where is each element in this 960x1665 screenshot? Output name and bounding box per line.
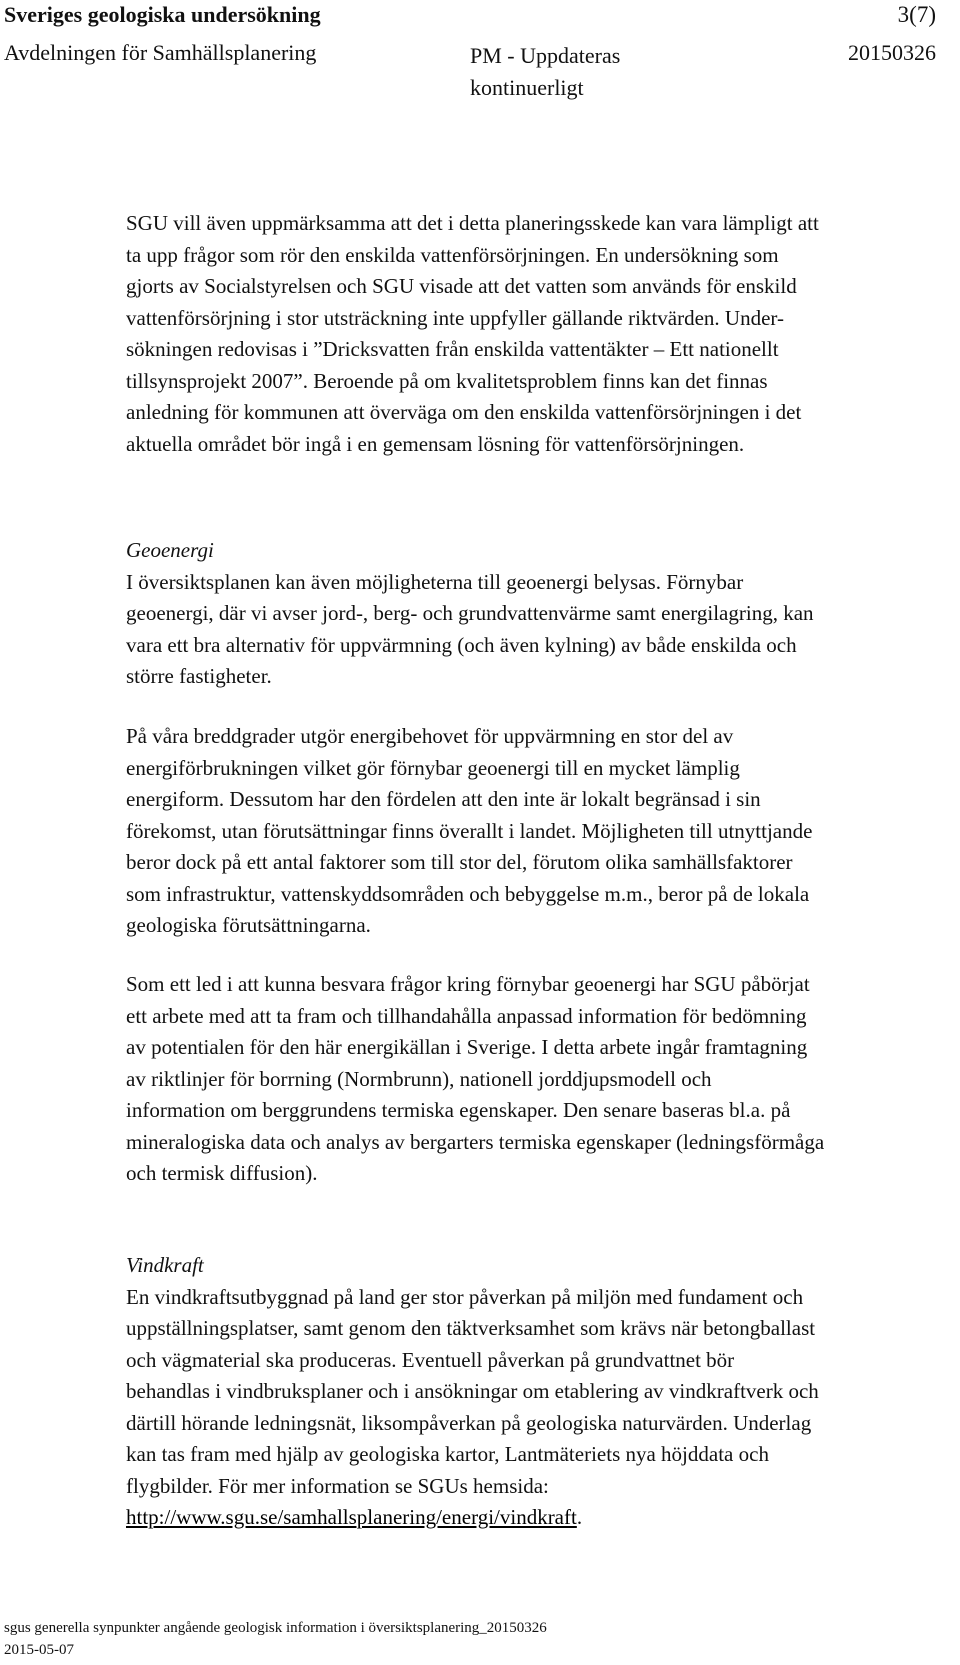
text-line: som infrastruktur, vattenskyddsområden och bebyggelse m.m., beror på de lokala xyxy=(126,881,810,906)
text-line: vara ett bra alternativ för uppvärmning (och även kylning) av både enskilda och xyxy=(126,632,797,657)
text-line: aktuella området bör ingå i en gemensam lösning för vattenförsörjningen. xyxy=(126,431,745,456)
paragraph-geoenergi-2 xyxy=(126,721,956,942)
department: Avdelningen för Samhällsplanering xyxy=(4,40,317,65)
text-line: av potentialen för den här energikällan i Sverige. I detta arbete ingår framtagning xyxy=(126,1035,808,1059)
text-line: tillsynsprojekt 2007”. Beroende på om kvalitetsproblem finns kan det finnas xyxy=(126,368,768,393)
text-line: sökningen redovisas i ”Dricksvatten från enskilda vattentäkter – Ett nationellt xyxy=(126,337,779,361)
text-line: vattenförsörjning i stor utsträckning inte uppfyller gällande riktvärden. Under- xyxy=(126,305,784,330)
text-line: och vägmaterial ska produceras. Eventuell påverkan på grundvattnet bör xyxy=(126,1347,735,1372)
text-line: och termisk diffusion). xyxy=(126,1161,318,1185)
text-line: information om berggrundens termiska egenskaper. Den senare baseras bl.a. på xyxy=(126,1098,791,1122)
document-type-line: PM - Uppdateras xyxy=(470,43,621,68)
text-line: därtill hörande ledningsnät, liksompåverkan på geologiska naturvärden. Underlag xyxy=(126,1410,812,1435)
text-line: mineralogiska data och analys av bergarters termiska egenskaper (ledningsförmåga xyxy=(126,1129,825,1154)
link-line xyxy=(126,1502,956,1534)
section-geoenergi xyxy=(126,535,956,693)
text-line: Som ett led i att kunna besvara frågor kring förnybar geoenergi har SGU påbörjat xyxy=(126,972,810,996)
document-type xyxy=(470,40,670,104)
text-line: behandlas i vindbruksplaner och i ansökningar om etablering av vindkraftverk och xyxy=(126,1379,819,1403)
text-line: ett arbete med att ta fram och tillhandahålla anpassad information för bedömning xyxy=(126,1003,807,1028)
vindkraft-link[interactable]: http://www.sgu.se/samhallsplanering/energi/vindkraft xyxy=(126,1505,577,1529)
text-line: En vindkraftsutbyggnad på land ger stor påverkan på miljön med fundament och xyxy=(126,1284,804,1309)
document-type-line: kontinuerligt xyxy=(470,75,584,100)
org-name: Sveriges geologiska undersökning xyxy=(4,2,321,27)
section-vindkraft xyxy=(126,1250,956,1534)
text-line: energiförbrukningen vilket gör förnybar geoenergi till en mycket lämplig xyxy=(126,755,740,780)
text-line: flygbilder. För mer information se SGUs hemsida: xyxy=(126,1473,549,1498)
section-heading: Geoenergi xyxy=(126,538,214,562)
text-line: uppställningsplatser, samt genom den täktverksamhet som krävs när betongballast xyxy=(126,1316,816,1340)
page-number: 3(7) xyxy=(897,2,936,27)
text-line: geologiska förutsättningarna. xyxy=(126,913,371,937)
text-line: anledning för kommunen att överväga om den enskilda vattenförsörjningen i det xyxy=(126,400,802,424)
text-line: större fastigheter. xyxy=(126,664,272,688)
text-line: SGU vill även uppmärksamma att det i detta planeringsskede kan vara lämpligt att xyxy=(126,211,819,235)
text-line: energiform. Dessutom har den fördelen att den inte är lokalt begränsad i sin xyxy=(126,787,761,811)
text-line: geoenergi, där vi avser jord-, berg- och grundvattenvärme samt energilagring, kan xyxy=(126,601,814,625)
text-line: kan tas fram med hjälp av geologiska kartor, Lantmäteriets nya höjddata och xyxy=(126,1442,769,1466)
link-suffix: . xyxy=(576,1505,583,1529)
text-line: ta upp frågor som rör den enskilda vattenförsörjningen. En undersökning som xyxy=(126,242,779,267)
section-heading: Vindkraft xyxy=(126,1253,204,1277)
footer-date: 2015-05-07 xyxy=(4,1642,74,1658)
document-date: 20150326 xyxy=(848,40,936,65)
text-line: I översiktsplanen kan även möjligheterna till geoenergi belysas. Förnybar xyxy=(126,569,744,594)
text-line: På våra breddgrader utgör energibehovet för uppvärmning en stor del av xyxy=(126,724,734,748)
paragraph-water-supply xyxy=(126,208,956,460)
footer-filename: sgus generella synpunkter angående geologisk information i översiktsplanering_20150326 xyxy=(4,1620,547,1636)
text-line: av riktlinjer för borrning (Normbrunn), nationell jorddjupsmodell och xyxy=(126,1066,712,1091)
text-line: beror dock på ett antal faktorer som till stor del, förutom olika samhällsfaktorer xyxy=(126,850,793,874)
text-line: förekomst, utan förutsättningar finns överallt i landet. Möjligheten till utnyttjande xyxy=(126,818,813,843)
text-line: gjorts av Socialstyrelsen och SGU visade att det vatten som används för enskild xyxy=(126,274,797,298)
paragraph-geoenergi-3 xyxy=(126,969,956,1190)
